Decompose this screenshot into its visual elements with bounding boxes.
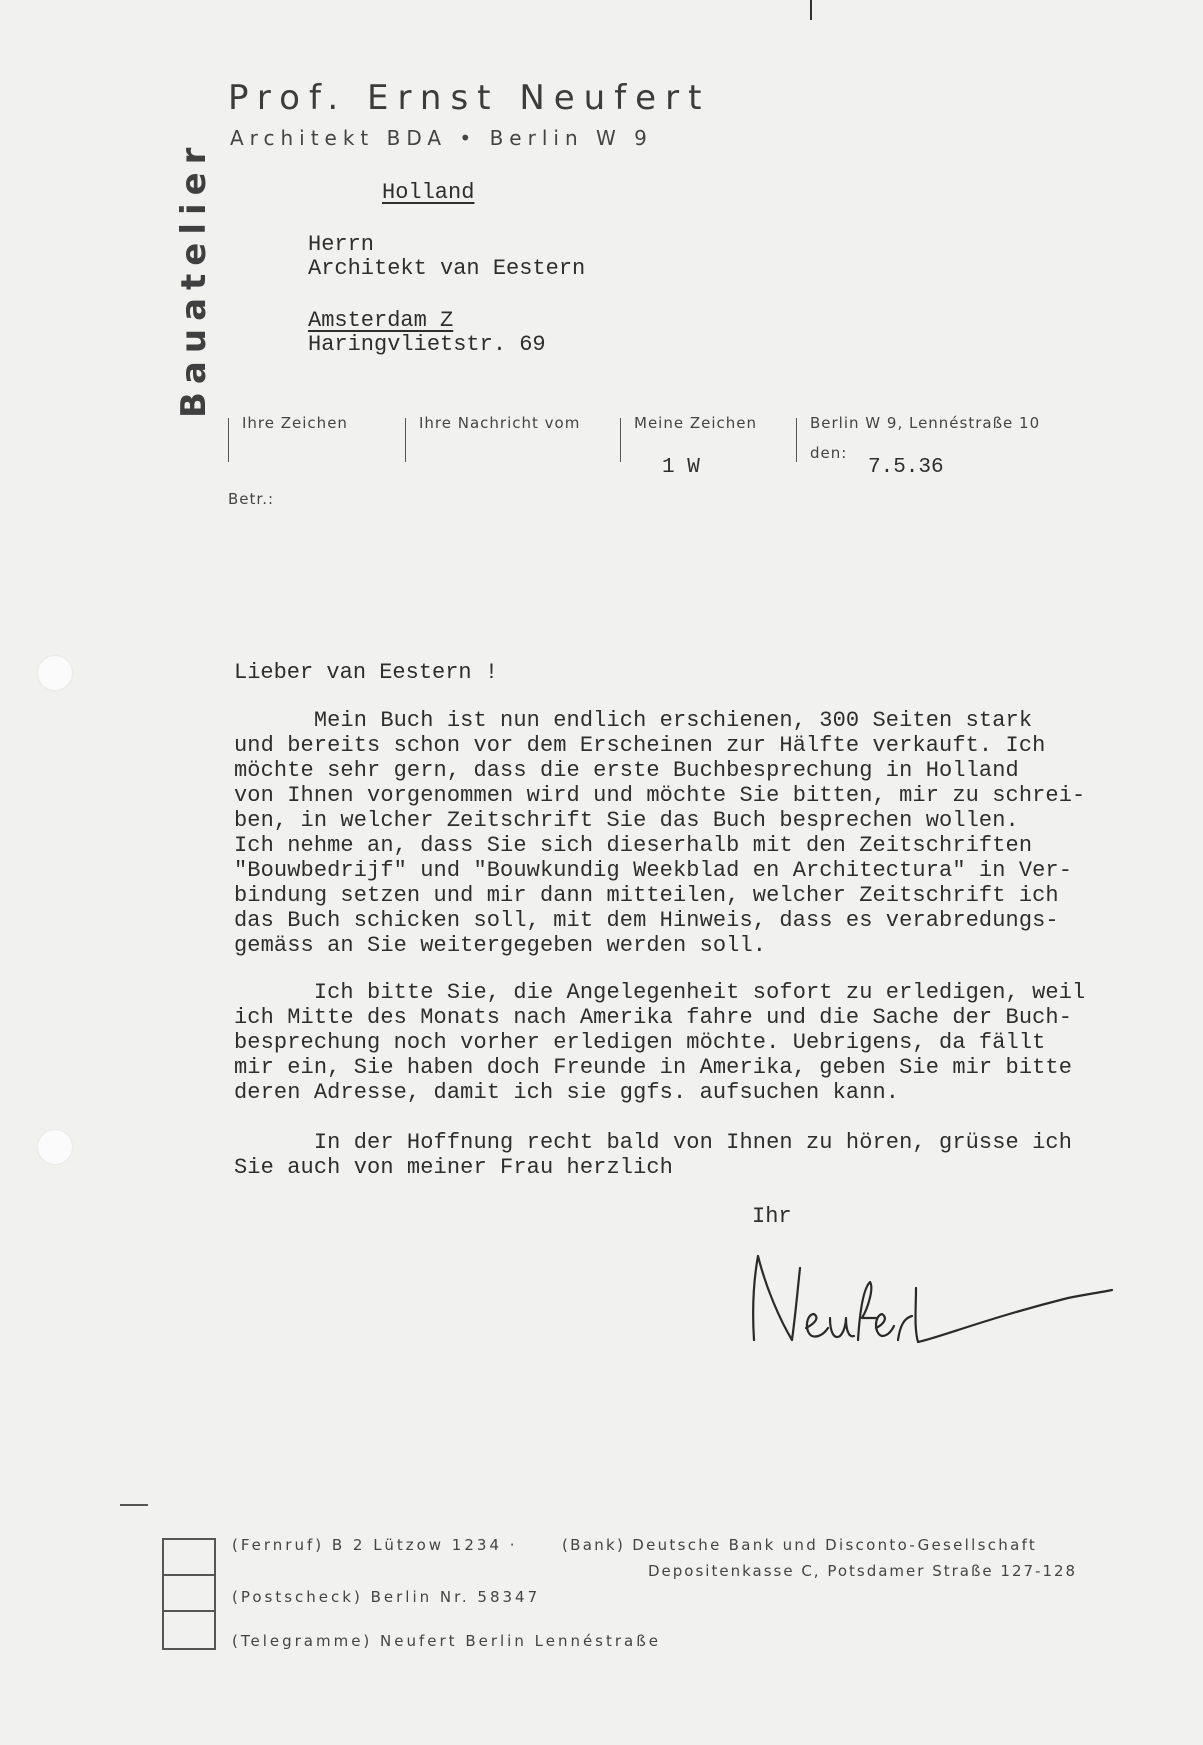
recipient-country: Holland [382, 180, 475, 205]
box-divider [164, 1610, 214, 1612]
sidebar-wordmark: Bauatelier [174, 139, 214, 418]
ref-divider [228, 418, 229, 462]
recipient-salutation: Herrn [308, 232, 375, 257]
letter-closing: Ihr [752, 1204, 792, 1229]
box-divider [164, 1574, 214, 1576]
recipient-city: Amsterdam Z [308, 308, 454, 333]
meine-zeichen-label: Meine Zeichen [634, 414, 758, 432]
ihre-zeichen-label: Ihre Zeichen [242, 414, 348, 432]
letter-date: 7.5.36 [868, 456, 944, 479]
footer-bank: (Bank) Deutsche Bank und Disconto-Gesellschaft [562, 1536, 1038, 1554]
date-label: den: [810, 444, 848, 462]
punch-hole [38, 656, 72, 690]
ref-divider [620, 418, 621, 462]
fold-mark [810, 0, 812, 20]
ihre-nachricht-label: Ihre Nachricht vom [419, 414, 581, 432]
letter-salutation: Lieber van Eestern ! [234, 660, 499, 685]
footer-boxes [162, 1538, 216, 1650]
recipient-name: Architekt van Eestern [308, 256, 586, 281]
meine-zeichen-value: 1 W [662, 456, 700, 479]
footer-phone: (Fernruf) B 2 Lützow 1234 · [232, 1536, 518, 1554]
footer-postscheck: (Postscheck) Berlin Nr. 58347 [232, 1588, 541, 1606]
ref-divider [796, 418, 797, 462]
betr-label: Betr.: [228, 490, 275, 508]
letterhead-name: Prof. Ernst Neufert [228, 78, 711, 118]
recipient-street: Haringvlietstr. 69 [308, 332, 546, 357]
signature [748, 1248, 1118, 1358]
letter-paragraph-2: Ich bitte Sie, die Angelegenheit sofort zu erledigen, weil ich Mitte des Monats nach Amerika fahre und die Sache der Buch- besprechung noch vorher erledigen möchte. Uebrigens, da fällt mir ein, Sie haben doch Freunde in Amerika, geben Sie mir bitte deren Adresse, damit ich sie ggfs. aufsuchen kann. [234, 980, 1086, 1105]
footer-bank-branch: Depositenkasse C, Potsdamer Straße 127-128 [648, 1562, 1078, 1580]
sender-address-label: Berlin W 9, Lennéstraße 10 [810, 414, 1041, 432]
letter-paragraph-3: In der Hoffnung recht bald von Ihnen zu hören, grüsse ich Sie auch von meiner Frau herzlich [234, 1130, 1073, 1180]
ref-divider [405, 418, 406, 462]
letter-paragraph-1: Mein Buch ist nun endlich erschienen, 300 Seiten stark und bereits schon vor dem Erscheinen zur Hälfte verkauft. Ich möchte sehr gern, dass die erste Buchbesprechung in Holland von Ihnen vorgenommen wird und möchte Sie bitten, mir zu schrei- ben, in welcher Zeitschrift Sie das Buch besprechen wollen. Ich nehme an, dass Sie sich dieserhalb mit den Zeitschriften "Bouwbedrijf" und "Bouwkundig Weekblad en Architectura" in Ver- bindung setzen und mir dann mitteilen, welcher Zeitschrift ich das Buch schicken soll, mit dem Hinweis, dass es verabredungs- gemäss an Sie weitergegeben werden soll. [234, 708, 1086, 958]
fold-dash [120, 1504, 148, 1506]
footer-telegram: (Telegramme) Neufert Berlin Lennéstraße [232, 1632, 661, 1650]
punch-hole [38, 1130, 72, 1164]
letterhead-subtitle: Architekt BDA • Berlin W 9 [230, 126, 653, 150]
